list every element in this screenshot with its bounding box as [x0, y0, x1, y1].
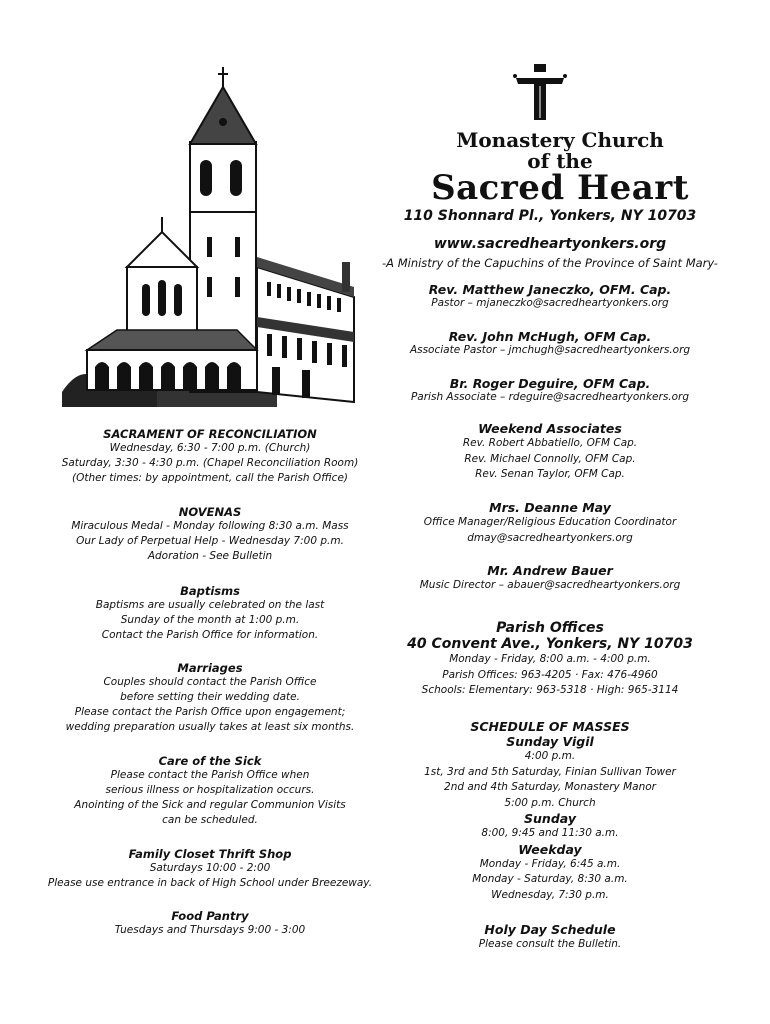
weekday-line: Monday - Friday, 6:45 a.m. — [479, 857, 621, 870]
offices-hours: Monday - Friday, 8:00 a.m. - 4:00 p.m. — [449, 653, 651, 665]
marriages-line: wedding preparation usually takes at least six months. — [65, 721, 355, 733]
weekday-line: Monday - Saturday, 8:30 a.m. — [472, 873, 628, 885]
thrift-line: Please use entrance in back of High School under Breezeway. — [47, 877, 373, 889]
care-of-sick-section — [40, 754, 380, 828]
sunday-heading: Sunday — [524, 811, 576, 826]
baptisms-line: Baptisms are usually celebrated on the last — [95, 599, 325, 611]
clergy-role: Pastor – mjaneczko@sacredheartyonkers.org — [431, 297, 669, 309]
sick-heading: Care of the Sick — [158, 754, 262, 768]
clergy-name: Rev. John McHugh, OFM Cap. — [448, 329, 652, 344]
offices-phone: Parish Offices: 963-4205 · Fax: 476-4960 — [442, 668, 658, 681]
offices-address: 40 Convent Ave., Yonkers, NY 10703 — [407, 636, 693, 652]
weekend-line: Rev. Senan Taylor, OFM Cap. — [475, 468, 625, 480]
weekend-line: Rev. Michael Connolly, OFM Cap. — [464, 452, 636, 465]
church-address: 110 Shonnard Pl., Yonkers, NY 10703 — [403, 208, 697, 224]
weekend-line: Rev. Robert Abbatiello, OFM Cap. — [462, 437, 638, 449]
novenas-section — [40, 505, 380, 564]
offices-heading: Parish Offices — [496, 620, 604, 636]
website-link[interactable]: www.sacredheartyonkers.org — [433, 236, 667, 252]
staff-name: Mr. Andrew Bauer — [487, 563, 613, 578]
holy-day-schedule — [395, 922, 705, 953]
vigil-line: 5:00 p.m. Church — [504, 796, 596, 809]
clergy-pastor — [395, 282, 705, 309]
sick-line: Anointing of the Sick and regular Communion Visits — [74, 799, 346, 811]
schedule-of-masses — [395, 719, 705, 903]
franciscan-tau-cross-logo — [512, 62, 568, 122]
reconciliation-line: Wednesday, 6:30 - 7:00 p.m. (Church) — [109, 442, 311, 454]
baptisms-heading: Baptisms — [180, 584, 240, 598]
food-pantry-section — [40, 909, 380, 938]
weekday-heading: Weekday — [518, 841, 582, 857]
title-line-1: Monastery Church — [456, 128, 664, 152]
novenas-line: Our Lady of Perpetual Help - Wednesday 7:00 p.m. — [76, 535, 344, 547]
pantry-heading: Food Pantry — [171, 909, 249, 923]
clergy-role: Parish Associate – rdeguire@sacredheartyonkers.org — [410, 391, 690, 403]
thrift-heading: Family Closet Thrift Shop — [128, 847, 292, 861]
baptisms-line: Contact the Parish Office for information. — [101, 629, 319, 641]
reconciliation-line: (Other times: by appointment, call the Parish Office) — [71, 472, 349, 484]
baptisms-line: Sunday of the month at 1:00 p.m. — [120, 614, 300, 626]
schools-phone: Schools: Elementary: 963-5318 · High: 965-3114 — [421, 684, 679, 696]
sunday-line: 8:00, 9:45 and 11:30 a.m. — [481, 827, 619, 839]
staff-name: Mrs. Deanne May — [489, 500, 611, 515]
reconciliation-heading: SACRAMENT OF RECONCILIATION — [103, 427, 317, 441]
holy-day-line: Please consult the Bulletin. — [478, 938, 622, 950]
sick-line: Please contact the Parish Office when — [110, 769, 310, 781]
masses-heading: SCHEDULE OF MASSES — [470, 719, 630, 734]
thrift-shop-section — [20, 847, 400, 891]
novenas-line: Miraculous Medal - Monday following 8:30 a.m. Mass — [71, 520, 349, 532]
vigil-line: 1st, 3rd and 5th Saturday, Finian Sullivan Tower — [424, 765, 676, 778]
weekday-line: Wednesday, 7:30 p.m. — [491, 888, 609, 901]
pantry-line: Tuesdays and Thursdays 9:00 - 3:00 — [114, 924, 306, 936]
title-line-2: of the — [527, 149, 593, 173]
staff-line: Music Director – abauer@sacredheartyonkers.org — [419, 579, 681, 591]
staff-music-director — [395, 563, 705, 594]
weekend-heading: Weekend Associates — [478, 421, 622, 436]
baptisms-section — [40, 584, 380, 643]
vigil-line: 4:00 p.m. — [524, 750, 576, 762]
marriages-heading: Marriages — [177, 661, 243, 675]
vigil-line: 2nd and 4th Saturday, Monastery Manor — [444, 781, 656, 793]
clergy-name: Br. Roger Deguire, OFM Cap. — [449, 376, 651, 391]
marriages-line: before setting their wedding date. — [120, 691, 300, 703]
holy-day-heading: Holy Day Schedule — [484, 922, 616, 937]
church-illustration — [62, 62, 362, 407]
marriages-line: Please contact the Parish Office upon engagement; — [74, 706, 346, 718]
clergy-parish-associate — [395, 376, 705, 403]
title-sacred-heart: Sacred Heart — [431, 168, 689, 208]
clergy-associate-pastor — [395, 329, 705, 356]
novenas-heading: NOVENAS — [178, 505, 242, 519]
thrift-line: Saturdays 10:00 - 2:00 — [149, 862, 271, 874]
staff-line: Office Manager/Religious Education Coordinator — [423, 516, 677, 528]
clergy-role: Associate Pastor – jmchugh@sacredheartyonkers.org — [409, 344, 691, 356]
staff-office-manager — [395, 500, 705, 546]
reconciliation-line: Saturday, 3:30 - 4:30 p.m. (Chapel Reconciliation Room) — [61, 457, 359, 469]
parish-offices — [395, 620, 705, 699]
clergy-name: Rev. Matthew Janeczko, OFM. Cap. — [428, 282, 672, 297]
sick-line: can be scheduled. — [162, 814, 258, 826]
reconciliation-section — [40, 427, 380, 486]
marriages-line: Couples should contact the Parish Office — [103, 676, 317, 688]
weekend-associates — [395, 421, 705, 483]
sick-line: serious illness or hospitalization occurs. — [105, 784, 315, 796]
vigil-heading: Sunday Vigil — [506, 734, 594, 749]
staff-email: dmay@sacredheartyonkers.org — [467, 531, 633, 544]
novenas-line: Adoration - See Bulletin — [147, 550, 273, 562]
marriages-section — [40, 661, 380, 735]
ministry-line: -A Ministry of the Capuchins of the Province of Saint Mary- — [382, 256, 718, 270]
